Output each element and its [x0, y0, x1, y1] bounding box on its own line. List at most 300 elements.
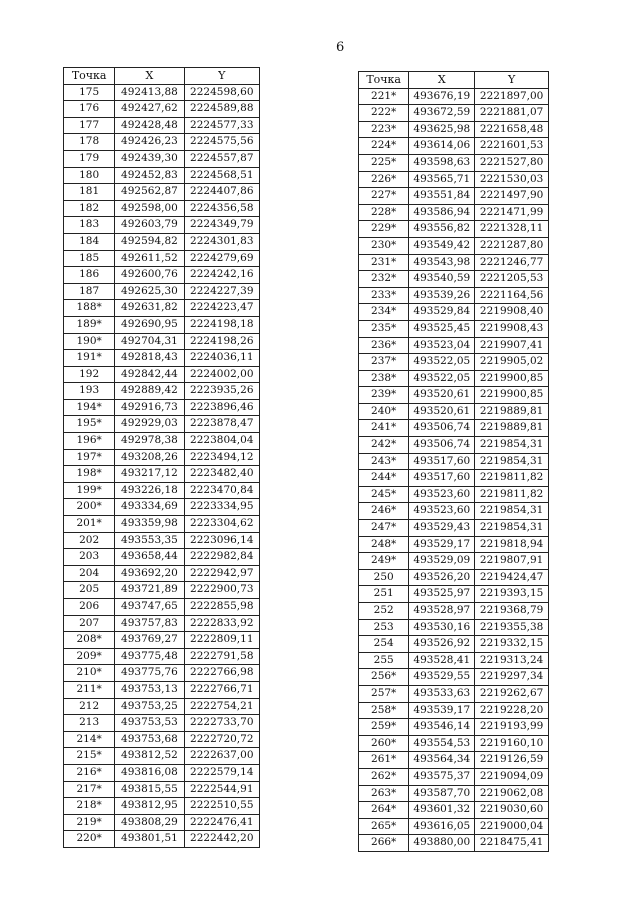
table-row — [359, 569, 549, 586]
table-row — [64, 499, 260, 516]
y-cell: 2222766,71 — [184, 681, 259, 698]
header-y: Y — [184, 68, 259, 85]
table-row — [64, 167, 260, 184]
x-cell: 493676,19 — [409, 88, 475, 105]
table-row — [64, 814, 260, 831]
table-row — [359, 486, 549, 503]
y-cell: 2219854,31 — [475, 520, 549, 537]
table-row — [64, 764, 260, 781]
y-cell: 2223096,14 — [184, 532, 259, 549]
y-cell: 2222855,98 — [184, 599, 259, 616]
y-cell: 2219313,24 — [475, 652, 549, 669]
point-cell: 192 — [64, 366, 115, 383]
x-cell: 492704,31 — [115, 333, 184, 350]
point-cell: 234* — [359, 304, 409, 321]
y-cell: 2221530,03 — [475, 171, 549, 188]
table-row — [359, 752, 549, 769]
table-row — [64, 101, 260, 118]
y-cell: 2219900,85 — [475, 370, 549, 387]
point-cell: 261* — [359, 752, 409, 769]
x-cell: 493587,70 — [409, 785, 475, 802]
y-cell: 2223935,26 — [184, 383, 259, 400]
y-cell: 2221658,48 — [475, 121, 549, 138]
y-cell: 2219368,79 — [475, 603, 549, 620]
table-row — [64, 582, 260, 599]
x-cell: 492631,82 — [115, 300, 184, 317]
point-cell: 196* — [64, 433, 115, 450]
point-cell: 264* — [359, 802, 409, 819]
table-row — [359, 154, 549, 171]
x-cell: 493625,98 — [409, 121, 475, 138]
point-cell: 262* — [359, 768, 409, 785]
table-row — [64, 549, 260, 566]
point-cell: 257* — [359, 685, 409, 702]
y-cell: 2221287,80 — [475, 237, 549, 254]
y-cell: 2223482,40 — [184, 466, 259, 483]
table-row — [64, 184, 260, 201]
y-cell: 2221328,11 — [475, 221, 549, 238]
x-cell: 493529,55 — [409, 669, 475, 686]
table-header-row — [359, 72, 549, 89]
x-cell: 493812,52 — [115, 748, 184, 765]
y-cell: 2219126,59 — [475, 752, 549, 769]
point-cell: 206 — [64, 599, 115, 616]
y-cell: 2219262,67 — [475, 685, 549, 702]
point-cell: 190* — [64, 333, 115, 350]
point-cell: 202 — [64, 532, 115, 549]
point-cell: 212 — [64, 698, 115, 715]
table-row — [64, 433, 260, 450]
x-cell: 492594,82 — [115, 233, 184, 250]
x-cell: 492818,43 — [115, 350, 184, 367]
table-row — [359, 287, 549, 304]
x-cell: 492978,38 — [115, 433, 184, 450]
table-row — [359, 818, 549, 835]
x-cell: 493546,14 — [409, 719, 475, 736]
x-cell: 493530,16 — [409, 619, 475, 636]
y-cell: 2222809,11 — [184, 632, 259, 649]
point-cell: 250 — [359, 569, 409, 586]
point-cell: 181 — [64, 184, 115, 201]
table-row — [64, 648, 260, 665]
point-cell: 191* — [64, 350, 115, 367]
table-row — [359, 835, 549, 852]
x-cell: 493575,37 — [409, 768, 475, 785]
table-row — [64, 599, 260, 616]
y-cell: 2219811,82 — [475, 470, 549, 487]
y-cell: 2221471,99 — [475, 204, 549, 221]
point-cell: 218* — [64, 798, 115, 815]
x-cell: 493769,27 — [115, 632, 184, 649]
y-cell: 2219030,60 — [475, 802, 549, 819]
point-cell: 193 — [64, 383, 115, 400]
table-row — [359, 337, 549, 354]
y-cell: 2222754,21 — [184, 698, 259, 715]
table-row — [64, 665, 260, 682]
y-cell: 2219160,10 — [475, 735, 549, 752]
x-cell: 493801,51 — [115, 831, 184, 848]
table-row — [64, 416, 260, 433]
x-cell: 493551,84 — [409, 188, 475, 205]
y-cell: 2219889,81 — [475, 403, 549, 420]
point-cell: 265* — [359, 818, 409, 835]
x-cell: 493753,13 — [115, 681, 184, 698]
x-cell: 493517,60 — [409, 453, 475, 470]
point-cell: 210* — [64, 665, 115, 682]
x-cell: 493616,05 — [409, 818, 475, 835]
table-row — [64, 615, 260, 632]
x-cell: 493808,29 — [115, 814, 184, 831]
table-row — [64, 350, 260, 367]
y-cell: 2224589,88 — [184, 101, 259, 118]
x-cell: 493757,83 — [115, 615, 184, 632]
point-cell: 200* — [64, 499, 115, 516]
y-cell: 2224279,69 — [184, 250, 259, 267]
point-cell: 260* — [359, 735, 409, 752]
point-cell: 238* — [359, 370, 409, 387]
point-cell: 245* — [359, 486, 409, 503]
table-row — [359, 437, 549, 454]
point-cell: 183 — [64, 217, 115, 234]
y-cell: 2224242,16 — [184, 267, 259, 284]
x-cell: 492439,30 — [115, 150, 184, 167]
x-cell: 493812,95 — [115, 798, 184, 815]
y-cell: 2219297,34 — [475, 669, 549, 686]
table-row — [359, 354, 549, 371]
y-cell: 2222720,72 — [184, 731, 259, 748]
x-cell: 493217,12 — [115, 466, 184, 483]
table-row — [359, 536, 549, 553]
y-cell: 2219062,08 — [475, 785, 549, 802]
table-row — [64, 283, 260, 300]
page-number: 6 — [336, 40, 345, 55]
x-cell: 492929,03 — [115, 416, 184, 433]
y-cell: 2223896,46 — [184, 399, 259, 416]
header-point: Точка — [64, 68, 115, 85]
x-cell: 493586,94 — [409, 204, 475, 221]
x-cell: 493523,04 — [409, 337, 475, 354]
table-row — [359, 619, 549, 636]
y-cell: 2219854,31 — [475, 453, 549, 470]
table-row — [359, 636, 549, 653]
x-cell: 492889,42 — [115, 383, 184, 400]
point-cell: 213 — [64, 715, 115, 732]
y-cell: 2219807,91 — [475, 553, 549, 570]
point-cell: 214* — [64, 731, 115, 748]
x-cell: 493556,82 — [409, 221, 475, 238]
table-header-row — [64, 68, 260, 85]
point-cell: 226* — [359, 171, 409, 188]
x-cell: 492452,83 — [115, 167, 184, 184]
point-cell: 216* — [64, 764, 115, 781]
table-row — [64, 681, 260, 698]
x-cell: 493525,97 — [409, 586, 475, 603]
coordinates-table-left — [63, 67, 260, 848]
y-cell: 2223304,62 — [184, 516, 259, 533]
y-cell: 2219424,47 — [475, 569, 549, 586]
table-row — [359, 669, 549, 686]
point-cell: 189* — [64, 316, 115, 333]
table-row — [64, 781, 260, 798]
point-cell: 211* — [64, 681, 115, 698]
y-cell: 2223878,47 — [184, 416, 259, 433]
y-cell: 2222766,98 — [184, 665, 259, 682]
table-row — [359, 785, 549, 802]
y-cell: 2224002,00 — [184, 366, 259, 383]
table-row — [64, 748, 260, 765]
y-cell: 2224407,86 — [184, 184, 259, 201]
x-cell: 492916,73 — [115, 399, 184, 416]
y-cell: 2224568,51 — [184, 167, 259, 184]
x-cell: 492690,95 — [115, 316, 184, 333]
x-cell: 493672,59 — [409, 105, 475, 122]
x-cell: 493334,69 — [115, 499, 184, 516]
point-cell: 254 — [359, 636, 409, 653]
y-cell: 2223334,95 — [184, 499, 259, 516]
y-cell: 2224577,33 — [184, 117, 259, 134]
point-cell: 178 — [64, 134, 115, 151]
point-cell: 220* — [64, 831, 115, 848]
header-point: Точка — [359, 72, 409, 89]
point-cell: 209* — [64, 648, 115, 665]
point-cell: 207 — [64, 615, 115, 632]
table-row — [359, 420, 549, 437]
point-cell: 236* — [359, 337, 409, 354]
point-cell: 244* — [359, 470, 409, 487]
table-row — [359, 685, 549, 702]
x-cell: 493564,34 — [409, 752, 475, 769]
x-cell: 493506,74 — [409, 437, 475, 454]
x-cell: 493880,00 — [409, 835, 475, 852]
x-cell: 493753,25 — [115, 698, 184, 715]
point-cell: 256* — [359, 669, 409, 686]
x-cell: 493565,71 — [409, 171, 475, 188]
x-cell: 493528,97 — [409, 603, 475, 620]
table-row — [359, 320, 549, 337]
x-cell: 492603,79 — [115, 217, 184, 234]
x-cell: 493549,42 — [409, 237, 475, 254]
x-cell: 493522,05 — [409, 370, 475, 387]
point-cell: 228* — [359, 204, 409, 221]
y-cell: 2222833,92 — [184, 615, 259, 632]
y-cell: 2224227,39 — [184, 283, 259, 300]
table-row — [64, 250, 260, 267]
y-cell: 2223804,04 — [184, 433, 259, 450]
x-cell: 493539,17 — [409, 702, 475, 719]
table-row — [64, 134, 260, 151]
table-row — [359, 735, 549, 752]
y-cell: 2222900,73 — [184, 582, 259, 599]
y-cell: 2219000,04 — [475, 818, 549, 835]
table-row — [359, 254, 549, 271]
table-row — [64, 217, 260, 234]
y-cell: 2224557,87 — [184, 150, 259, 167]
point-cell: 229* — [359, 221, 409, 238]
point-cell: 221* — [359, 88, 409, 105]
point-cell: 195* — [64, 416, 115, 433]
x-cell: 493753,53 — [115, 715, 184, 732]
y-cell: 2224223,47 — [184, 300, 259, 317]
y-cell: 2219193,99 — [475, 719, 549, 736]
point-cell: 205 — [64, 582, 115, 599]
table-row — [359, 586, 549, 603]
y-cell: 2219393,15 — [475, 586, 549, 603]
table-row — [64, 383, 260, 400]
table-row — [359, 105, 549, 122]
table-row — [359, 88, 549, 105]
point-cell: 239* — [359, 387, 409, 404]
x-cell: 493526,92 — [409, 636, 475, 653]
point-cell: 175 — [64, 84, 115, 101]
point-cell: 198* — [64, 466, 115, 483]
x-cell: 493540,59 — [409, 271, 475, 288]
y-cell: 2224349,79 — [184, 217, 259, 234]
point-cell: 255 — [359, 652, 409, 669]
header-y: Y — [475, 72, 549, 89]
table-row — [64, 532, 260, 549]
x-cell: 493529,84 — [409, 304, 475, 321]
y-cell: 2222442,20 — [184, 831, 259, 848]
table-row — [359, 453, 549, 470]
y-cell: 2224301,83 — [184, 233, 259, 250]
table-row — [359, 503, 549, 520]
x-cell: 493226,18 — [115, 482, 184, 499]
x-cell: 493553,35 — [115, 532, 184, 549]
point-cell: 224* — [359, 138, 409, 155]
x-cell: 493614,06 — [409, 138, 475, 155]
point-cell: 197* — [64, 449, 115, 466]
point-cell: 246* — [359, 503, 409, 520]
table-row — [359, 304, 549, 321]
point-cell: 204 — [64, 565, 115, 582]
table-row — [359, 271, 549, 288]
table-row — [64, 731, 260, 748]
table-row — [64, 466, 260, 483]
point-cell: 232* — [359, 271, 409, 288]
table-row — [64, 632, 260, 649]
y-cell: 2219854,31 — [475, 437, 549, 454]
y-cell: 2221881,07 — [475, 105, 549, 122]
x-cell: 493554,53 — [409, 735, 475, 752]
y-cell: 2218475,41 — [475, 835, 549, 852]
point-cell: 187 — [64, 283, 115, 300]
y-cell: 2221527,80 — [475, 154, 549, 171]
x-cell: 493526,20 — [409, 569, 475, 586]
point-cell: 225* — [359, 154, 409, 171]
x-cell: 493815,55 — [115, 781, 184, 798]
y-cell: 2221205,53 — [475, 271, 549, 288]
point-cell: 251 — [359, 586, 409, 603]
y-cell: 2222579,14 — [184, 764, 259, 781]
x-cell: 493529,09 — [409, 553, 475, 570]
y-cell: 2219094,09 — [475, 768, 549, 785]
table-row — [64, 449, 260, 466]
point-cell: 199* — [64, 482, 115, 499]
point-cell: 215* — [64, 748, 115, 765]
x-cell: 493543,98 — [409, 254, 475, 271]
point-cell: 177 — [64, 117, 115, 134]
x-cell: 493529,43 — [409, 520, 475, 537]
x-cell: 492427,62 — [115, 101, 184, 118]
table-row — [359, 237, 549, 254]
point-cell: 248* — [359, 536, 409, 553]
table-row — [359, 204, 549, 221]
x-cell: 493208,26 — [115, 449, 184, 466]
point-cell: 188* — [64, 300, 115, 317]
y-cell: 2219900,85 — [475, 387, 549, 404]
point-cell: 247* — [359, 520, 409, 537]
y-cell: 2224575,56 — [184, 134, 259, 151]
point-cell: 233* — [359, 287, 409, 304]
point-cell: 223* — [359, 121, 409, 138]
y-cell: 2219907,41 — [475, 337, 549, 354]
point-cell: 253 — [359, 619, 409, 636]
table-row — [359, 121, 549, 138]
point-cell: 222* — [359, 105, 409, 122]
table-row — [359, 603, 549, 620]
y-cell: 2222544,91 — [184, 781, 259, 798]
table-row — [359, 802, 549, 819]
point-cell: 201* — [64, 516, 115, 533]
y-cell: 2221601,53 — [475, 138, 549, 155]
table-row — [64, 565, 260, 582]
point-cell: 227* — [359, 188, 409, 205]
x-cell: 492562,87 — [115, 184, 184, 201]
x-cell: 492413,88 — [115, 84, 184, 101]
table-row — [359, 768, 549, 785]
table-row — [64, 482, 260, 499]
y-cell: 2222637,00 — [184, 748, 259, 765]
y-cell: 2219818,94 — [475, 536, 549, 553]
table-row — [359, 403, 549, 420]
x-cell: 493539,26 — [409, 287, 475, 304]
x-cell: 493658,44 — [115, 549, 184, 566]
point-cell: 179 — [64, 150, 115, 167]
point-cell: 242* — [359, 437, 409, 454]
point-cell: 266* — [359, 835, 409, 852]
x-cell: 493520,61 — [409, 403, 475, 420]
table-row — [64, 200, 260, 217]
table-row — [64, 698, 260, 715]
y-cell: 2219811,82 — [475, 486, 549, 503]
header-x: X — [409, 72, 475, 89]
x-cell: 493775,48 — [115, 648, 184, 665]
y-cell: 2224198,26 — [184, 333, 259, 350]
point-cell: 208* — [64, 632, 115, 649]
point-cell: 263* — [359, 785, 409, 802]
x-cell: 492625,30 — [115, 283, 184, 300]
point-cell: 237* — [359, 354, 409, 371]
point-cell: 231* — [359, 254, 409, 271]
point-cell: 230* — [359, 237, 409, 254]
point-cell: 219* — [64, 814, 115, 831]
y-cell: 2219905,02 — [475, 354, 549, 371]
point-cell: 185 — [64, 250, 115, 267]
point-cell: 194* — [64, 399, 115, 416]
x-cell: 493520,61 — [409, 387, 475, 404]
y-cell: 2219355,38 — [475, 619, 549, 636]
y-cell: 2219332,15 — [475, 636, 549, 653]
y-cell: 2221246,77 — [475, 254, 549, 271]
x-cell: 493359,98 — [115, 516, 184, 533]
table-row — [359, 387, 549, 404]
x-cell: 493528,41 — [409, 652, 475, 669]
x-cell: 493533,63 — [409, 685, 475, 702]
table-row — [64, 300, 260, 317]
x-cell: 492842,44 — [115, 366, 184, 383]
x-cell: 493747,65 — [115, 599, 184, 616]
y-cell: 2224356,58 — [184, 200, 259, 217]
